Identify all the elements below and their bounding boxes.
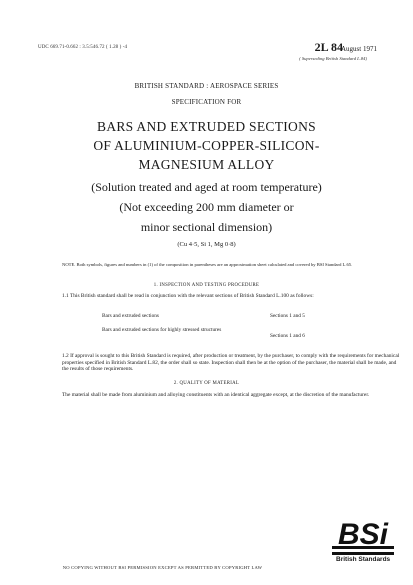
composition-line: (Cu 4·5, Si 1, Mg 0·8) [177, 241, 236, 248]
title-line-1: BARS AND EXTRUDED SECTIONS [97, 119, 316, 134]
specification-for-label: SPECIFICATION FOR [171, 98, 242, 106]
organisation-name: British Standards [336, 556, 391, 563]
note-paragraph: NOTE. Both symbols, figures and numbers in (1) of the composition in parentheses are an approximation sheet calculated and covered by BSI Standard L.65. [62, 262, 353, 267]
subtitle-line-3: minor sectional dimension) [140, 220, 273, 234]
paragraph-1-1: 1.1 This British standard shall be read in conjunction with the relevant sections of British Standard L.100 as follows: [62, 293, 314, 299]
title-line-2: OF ALUMINIUM-COPPER-SILICON- [93, 138, 320, 153]
paragraph-1-2: 1.2 If approval is sought to this British Standard is required, after production or treatment, by the purchaser, to comply with the requirements for mechanical properties specified in British Standard L.82, the order shall so state. Inspection shall then be at the option of the purchaser, the material shall be made, and the results of those requirements. [62, 353, 400, 372]
bsi-logo-text: BSi [337, 518, 389, 551]
section-2-heading: 2. QUALITY OF MATERIAL [173, 381, 240, 386]
table-cell-sections: Sections 1 and 6 [270, 333, 305, 339]
title-line-3: MAGNESIUM ALLOY [138, 157, 275, 172]
document-number: 2L 84 [314, 40, 343, 54]
udc-code: UDC 669.71-0.662 : 3.5:546.72 ( 1.28 ) -4 [38, 45, 128, 50]
document-date: August 1971 [341, 45, 377, 53]
supersedes-note: ( Superseding British Standard L.84) [299, 56, 367, 61]
series-heading: BRITISH STANDARD : AEROSPACE SERIES [134, 82, 279, 90]
subtitle-line-1: (Solution treated and aged at room temperature) [91, 180, 322, 194]
section-1-heading: 1. INSPECTION AND TESTING PROCEDURE [153, 283, 260, 288]
copyright-footer: NO COPYING WITHOUT BSI PERMISSION EXCEPT AS PERMITTED BY COPYRIGHT LAW [62, 565, 263, 570]
table-cell-item: Bars and extruded sections for highly stressed structures [102, 327, 222, 333]
paragraph-2: The material shall be made from aluminium and alloying constituents with an identical aggregate except, at the discretion of the manufacturer. [62, 392, 370, 398]
table-cell-sections: Sections 1 and 5 [270, 313, 305, 319]
table-cell-item: Bars and extruded sections [102, 313, 159, 319]
subtitle-line-2: (Not exceeding 200 mm diameter or [119, 200, 294, 214]
bsi-logo [332, 516, 394, 556]
